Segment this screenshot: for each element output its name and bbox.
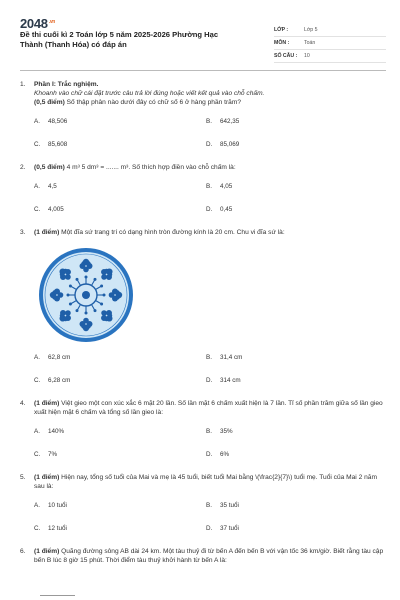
decorative-plate-image: [38, 247, 134, 343]
question-1: [20, 80, 386, 149]
plate-illustration: [38, 247, 134, 343]
flower-petal: [115, 290, 119, 294]
flower-petal: [86, 324, 90, 328]
option-d[interactable]: D. 85,069: [206, 141, 240, 148]
question-3: [20, 228, 386, 385]
flower-petal: [83, 318, 89, 324]
question-4: [20, 399, 386, 459]
section-instruction: Khoanh vào chữ cái đặt trước câu trả lời đúng hoặc viết kết quả vào chỗ chấm.: [34, 90, 265, 97]
option-c[interactable]: C. 12 tuổi: [34, 525, 67, 532]
answer-options: [34, 117, 386, 149]
option-b[interactable]: B. 4,05: [206, 183, 233, 190]
option-b[interactable]: B. 35 tuổi: [206, 502, 239, 509]
document-meta: [274, 24, 386, 63]
plate-ray-dot: [100, 285, 103, 288]
answer-options: [34, 353, 386, 385]
header-divider: [20, 70, 386, 71]
plate-ray-dot: [100, 303, 103, 306]
option-c[interactable]: C. 7%: [34, 451, 58, 458]
question-text: (1 điểm) Một đĩa sứ trang trí có dạng hình tròn đường kính là 20 cm. Chu vi đĩa sứ là:: [34, 229, 285, 236]
answer-blank-line: [40, 595, 75, 596]
question-text: (1 điểm) Việt gieo một con xúc xắc 6 mặt 20 lần. Số lần mặt 6 chấm xuất hiện là 7 lần. Tỉ số phần trăm giữa số lần gieo xuất hiện mặt 6 chấm và tổng số lần gieo là:: [34, 400, 383, 416]
answer-options: [34, 427, 386, 459]
meta-row-count: SỐ CÂU : 10: [274, 50, 386, 63]
question-number: 1.: [20, 81, 26, 88]
plate-ray-dot: [69, 285, 72, 288]
plate-center: [82, 291, 90, 299]
question-number: 2.: [20, 164, 26, 171]
flower-petal: [58, 292, 64, 298]
logo-text: 2048: [20, 16, 48, 31]
plate-ray-dot: [85, 312, 88, 315]
plate-ray-dot: [69, 303, 72, 306]
document-header: [20, 12, 386, 64]
plate-ray-dot: [94, 309, 97, 312]
question-number: 5.: [20, 474, 26, 481]
option-a[interactable]: A. 62,8 cm: [34, 354, 71, 361]
option-c[interactable]: C. 6,28 cm: [34, 377, 71, 384]
flower-petal: [115, 295, 119, 299]
option-b[interactable]: B. 31,4 cm: [206, 354, 243, 361]
site-logo[interactable]: [20, 16, 55, 31]
flower-petal: [52, 295, 56, 299]
flower-petal: [109, 292, 115, 298]
meta-row-subject: MÔN : Toán: [274, 37, 386, 50]
question-6: [20, 547, 386, 565]
flower-petal: [52, 290, 56, 294]
option-d[interactable]: D. 37 tuổi: [206, 525, 239, 532]
question-5: [20, 473, 386, 533]
question-text: (1 điểm) Hiện nay, tổng số tuổi của Mai và mẹ là 45 tuổi, biết tuổi Mai bằng \(\frac{2}{7}\) tuổi mẹ. Tuổi của Mai 2 năm sau là:: [34, 474, 377, 490]
section-title: Phần I: Trắc nghiệm.: [34, 81, 99, 88]
answer-options: [34, 182, 386, 214]
option-d[interactable]: D. 6%: [206, 451, 230, 458]
question-number: 6.: [20, 548, 26, 555]
option-a[interactable]: A. 4,5: [34, 183, 57, 190]
plate-ray-dot: [94, 278, 97, 281]
question-2: [20, 163, 386, 214]
question-text: (0,5 điểm) 4 m³ 5 dm³ = ....... m³. Số thích hợp điền vào chỗ chấm là:: [34, 164, 236, 171]
option-a[interactable]: A. 140%: [34, 428, 65, 435]
logo-suffix: .vn: [48, 18, 56, 25]
document-title: Đề thi cuối kì 2 Toán lớp 5 năm 2025-2026 Phường Hạc Thành (Thanh Hóa) có đáp án: [20, 30, 219, 49]
plate-ray-dot: [76, 278, 79, 281]
flower-petal: [81, 261, 85, 265]
option-c[interactable]: C. 4,005: [34, 206, 64, 213]
question-text: (0,5 điểm) Số thập phân nào dưới đây có chữ số 6 ở hàng phần trăm?: [34, 99, 241, 106]
question-list: [20, 80, 386, 565]
option-d[interactable]: D. 0,45: [206, 206, 233, 213]
question-text: (1 điểm) Quãng đường sông AB dài 24 km. Một tàu thuỷ đi từ bến A đến bến B với vận tốc 36 km/giờ. Biết rằng tàu cập bến B lúc 8 giờ 15 phút. Thời điểm tàu thuỷ khởi hành từ bến A là:: [34, 548, 384, 564]
answer-options: [34, 501, 386, 533]
plate-ray-dot: [67, 294, 70, 297]
option-c[interactable]: C. 85,608: [34, 141, 68, 148]
plate-ray-dot: [85, 276, 88, 279]
option-b[interactable]: B. 642,35: [206, 118, 240, 125]
plate-ray-dot: [103, 294, 106, 297]
option-b[interactable]: B. 35%: [206, 428, 233, 435]
flower-petal: [86, 261, 90, 265]
option-a[interactable]: A. 10 tuổi: [34, 502, 67, 509]
option-a[interactable]: A. 48,506: [34, 118, 68, 125]
question-number: 3.: [20, 229, 26, 236]
question-number: 4.: [20, 400, 26, 407]
option-d[interactable]: D. 314 cm: [206, 377, 241, 384]
meta-row-class: LỚP : Lớp 5: [274, 24, 386, 37]
flower-petal: [83, 267, 89, 273]
flower-petal: [81, 324, 85, 328]
plate-ray-dot: [76, 309, 79, 312]
